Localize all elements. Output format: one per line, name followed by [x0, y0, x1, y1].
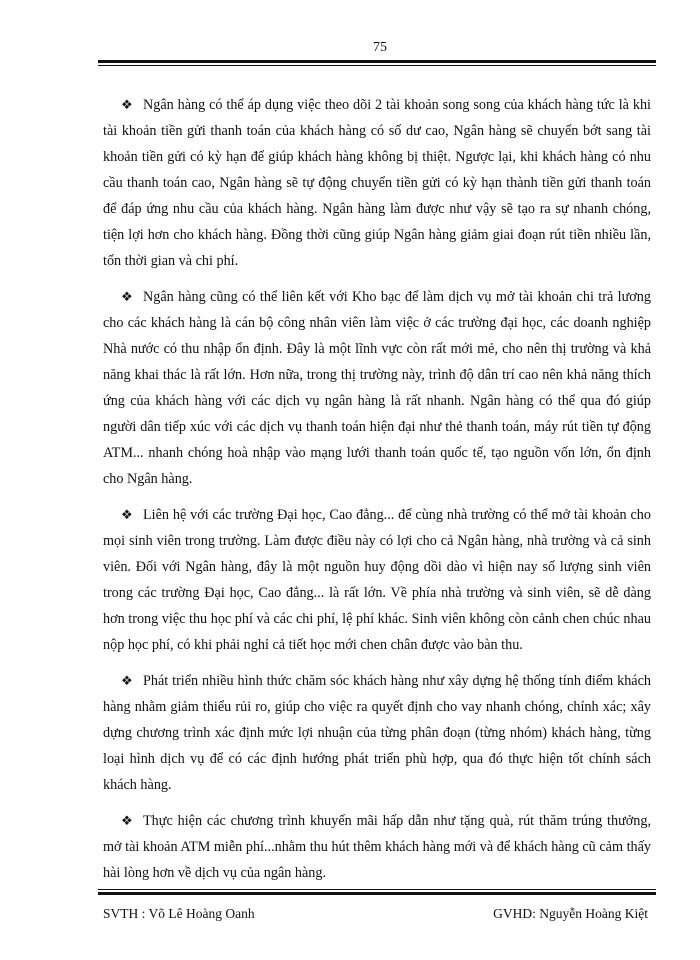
- paragraph-text: Liên hệ với các trường Đại học, Cao đẳng... để cùng nhà trường có thể mở tài khoản cho mọi sinh viên trong trường. Làm được điều này có lợi cho cả Ngân hàng, nhà trường và cả sinh viên. Đối với Ngân hàng, đây là một nguồn huy động dồi dào vì hiện nay số lượng sinh viên trong các trường Đại học, Cao đẳng... là rất lớn. Về phía nhà trường và sinh viên, sẽ dễ dàng hơn trong việc thu học phí và các chi phí, lệ phí khác. Sinh viên không còn cảnh chen chúc nhau nộp học phí, có khi phải nghỉ cả tiết học mới chen chân được vào bàn thu.: [103, 507, 651, 653]
- diamond-bullet-icon: ❖: [121, 673, 133, 688]
- diamond-bullet-icon: ❖: [121, 289, 133, 304]
- paragraph-2: [103, 284, 651, 492]
- paragraph-3: [103, 502, 651, 658]
- footer-rule-thick: [98, 892, 656, 895]
- paragraph-4: [103, 668, 651, 798]
- diamond-bullet-icon: ❖: [121, 97, 133, 112]
- paragraph-5: [103, 808, 651, 886]
- header-rule-thin: [98, 65, 656, 66]
- footer-advisor: GVHD: Nguyễn Hoàng Kiệt: [493, 906, 648, 921]
- paragraph-text: Phát triển nhiều hình thức chăm sóc khách hàng như xây dựng hệ thống tính điểm khách hàng nhằm giảm thiểu rủi ro, giúp cho việc ra quyết định cho vay nhanh chóng, chính xác; xây dựng chương trình xác định mức lợi nhuận của từng phân đoạn (từng nhóm) khách hàng, từng loại hình dịch vụ để có các định hướng phát triển phù hợp, qua đó thực hiện tốt chính sách khách hàng.: [103, 673, 651, 793]
- footer-rule-thin: [98, 889, 656, 890]
- header-rule-thick: [98, 60, 656, 63]
- paragraph-text: Ngân hàng cũng có thể liên kết với Kho bạc để làm dịch vụ mở tài khoản chi trả lương cho các khách hàng là cán bộ công nhân viên làm việc ở các trường đại học, các doanh nghiệp Nhà nước có thu nhập ổn định. Đây là một lĩnh vực còn rất mới mẻ, cho nên thị trường và khả năng khai thác là rất lớn. Hơn nữa, trong thị trường này, trình độ dân trí cao nên khả năng thích ứng của khách hàng với các dịch vụ ngân hàng là rất nhanh. Ngân hàng có thể qua đó giúp người dân tiếp xúc với các dịch vụ thanh toán hiện đại như thẻ thanh toán, máy rút tiền tự động ATM... nhanh chóng hoà nhập vào mạng lưới thanh toán quốc tế, tạo nguồn vốn lớn, ổn định cho Ngân hàng.: [103, 289, 651, 487]
- diamond-bullet-icon: ❖: [121, 507, 133, 522]
- body-text: [103, 92, 651, 896]
- paragraph-text: Thực hiện các chương trình khuyến mãi hấp dẫn như tặng quà, rút thăm trúng thưởng, mở tài khoản ATM miễn phí...nhằm thu hút thêm khách hàng mới và để khách hàng cũ cảm thấy hài lòng hơn về dịch vụ của ngân hàng.: [103, 813, 651, 881]
- paragraph-1: [103, 92, 651, 274]
- footer-student: SVTH : Võ Lê Hoàng Oanh: [103, 906, 255, 921]
- page-number: 75: [373, 40, 387, 55]
- paragraph-text: Ngân hàng có thể áp dụng việc theo dõi 2 tài khoản song song của khách hàng tức là khi tài khoản tiền gửi thanh toán của khách hàng có số dư cao, Ngân hàng sẽ chuyển bớt sang tài khoản tiền gửi có kỳ hạn để giúp khách hàng không bị thiệt. Ngược lại, khi khách hàng có nhu cầu thanh toán cao, Ngân hàng sẽ tự động chuyển tiền gửi có kỳ hạn thành tiền gửi thanh toán để đáp ứng nhu cầu của khách hàng. Ngân hàng làm được như vậy sẽ tạo ra sự nhanh chóng, tiện lợi hơn cho khách hàng. Đồng thời cũng giúp Ngân hàng giảm giai đoạn rút tiền nhiều lần, tốn thời gian và chi phí.: [103, 97, 651, 269]
- diamond-bullet-icon: ❖: [121, 813, 133, 828]
